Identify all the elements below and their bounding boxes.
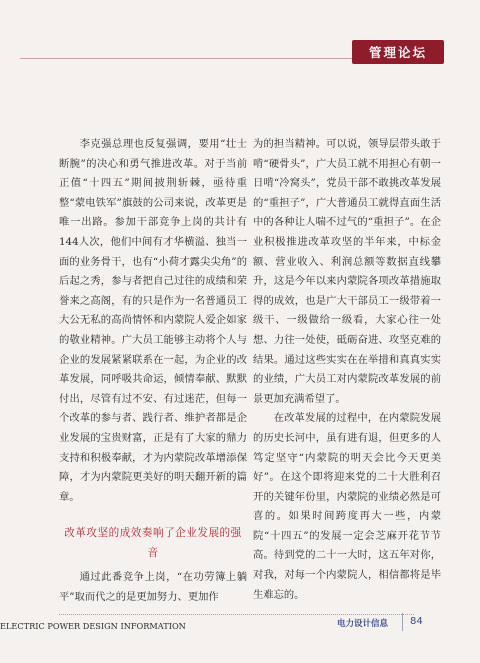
footer-separator: [402, 613, 403, 631]
footer-magazine-en: ELECTRIC POWER DESIGN INFORMATION: [0, 621, 186, 631]
section-title-badge: 管理论坛: [352, 40, 444, 64]
left-paragraph-2: 通过此番竞争上岗，“在功劳簿上躺平”取而代之的是更加努力、更加作: [59, 571, 247, 603]
footer-magazine-cn: 电力设计信息: [337, 619, 389, 629]
left-column: [59, 135, 247, 607]
right-paragraph-1: 为的担当精神。可以说，领导层带头敢于啃“硬骨头”，广大员工就不用担心有朝一日啃“冷窝头”，党员干部不敢挑改革发展的“重担子”，广大普通员工就得直面生活中的各种让人喘不过气的“重担子”。在企业积极推进改革攻坚的半年来，中标金额、营业收入、利润总额等数据直线攀升，这是今年以来内蒙院各项改革措施取得的成效，也是广大干部员工一级带着一级干、一级做给一级看，大家心往一处想、力往一处使，砥砺奋进、攻坚克难的结果。通过这些实实在在举措和真真实实的业绩，广大员工对内蒙院改革发展的前景更加充满希望了。: [253, 138, 441, 405]
left-paragraph-1: 李克强总理也反复强调，要用“壮士断腕”的决心和勇气推进改革。对于当前正值“十四五”期间披荆斩棘，亟待重整“蒙电铁军”旗鼓的公司来说，改革更是唯一出路。参加干部竞争上岗的共计有144人次，他们中间有才华横溢、独当一面的业务骨干，也有“小荷才露尖尖角”的后起之秀，参与者把自己过往的成绩和荣誉来之高阁，有的只是作为一名普通员工大公无私的高尚情怀和内蒙院人爱企如家的敬业精神。广大员工能够主动将个人与企业的发展紧紧联系在一起，为企业的改革发展，同呼吸共命运，倾情奉献、默默付出，尽管有过不安、有过迷茫，但每一个改革的参与者、践行者、维护者都是企业发展的宝贵财富，正是有了大家的鼎力支持和积极奉献，才为内蒙院改革增添保障，才为内蒙院更美好的明天翻开新的篇章。: [59, 138, 247, 503]
footer-rule: [59, 614, 414, 615]
right-paragraph-2: 在改革发展的过程中，在内蒙院发展的历史长河中，虽有进有退，但更多的人笃定坚守“内蒙院的明天会比今天更美好”。在这个即将迎来党的二十大胜利召开的关键年份里，内蒙院的业绩必然是可喜的。如果时间跨度再大一些，内蒙院“十四五”的发展一定会芝麻开花节节高。待到党的二十一大时，这五年对你，对我，对每一个内蒙院人，相信都将是毕生难忘的。: [253, 412, 441, 601]
section-subheading: 改革攻坚的成效奏响了企业发展的强音: [64, 527, 242, 560]
right-column: [253, 135, 441, 605]
page-number: 84: [410, 616, 423, 627]
